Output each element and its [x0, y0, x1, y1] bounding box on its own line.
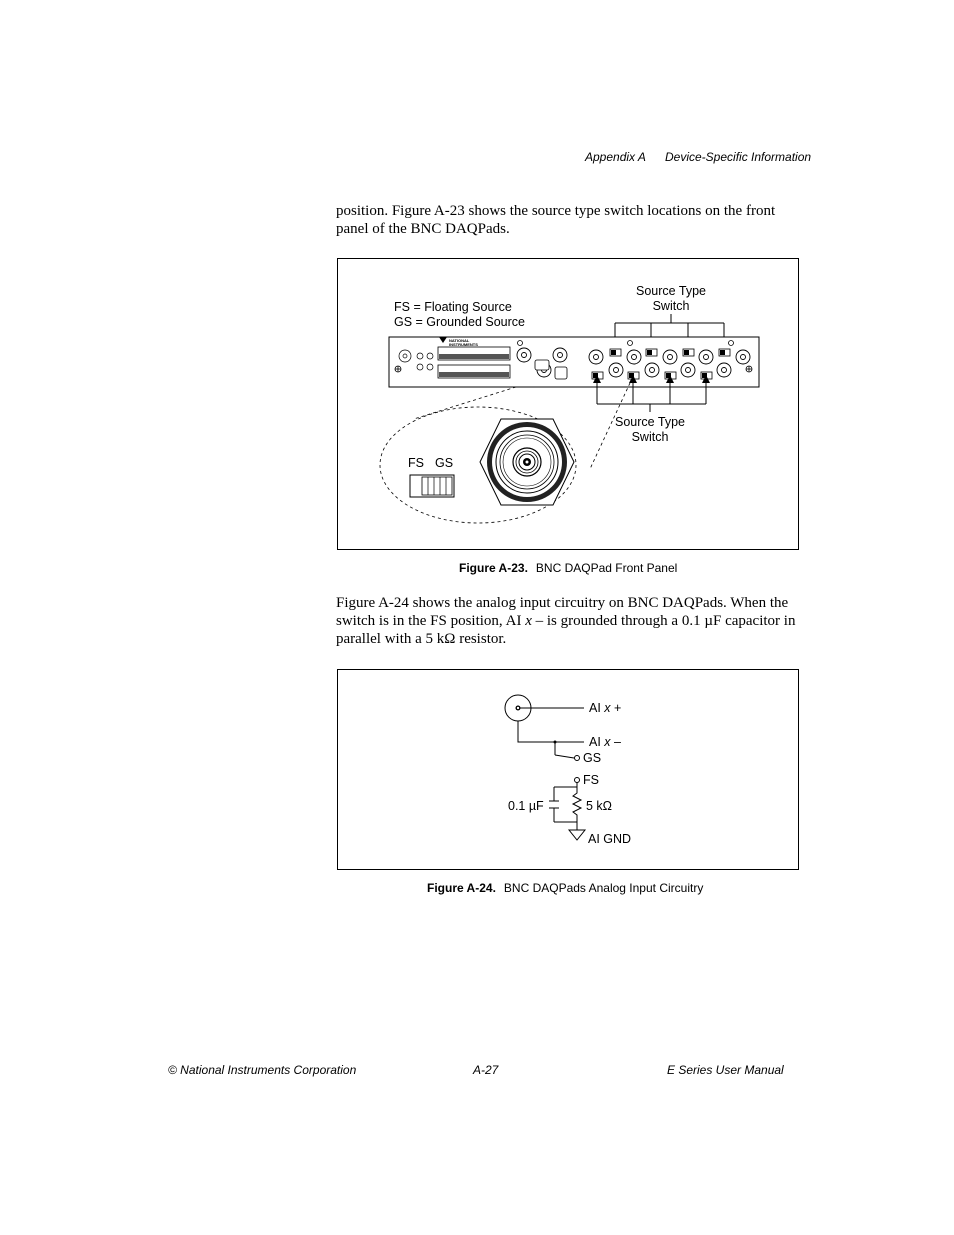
figure-a24 — [337, 669, 799, 870]
figure-a24-number: Figure A-24. — [427, 881, 496, 895]
header-section: Appendix A — [585, 150, 646, 164]
paragraph-2: Figure A-24 shows the analog input circuitry on BNC DAQPads. When the switch is in the FS position, AI x – is grounded through a 0.1 µF capacitor in parallel with a 5 kΩ resistor. — [336, 595, 796, 647]
ai-plus-label: AI x + — [589, 701, 622, 715]
figure-a24-caption — [427, 881, 703, 895]
header-title: Device-Specific Information — [665, 150, 812, 164]
svg-text:NATIONAL: NATIONAL — [449, 338, 470, 343]
figure-a23 — [337, 258, 799, 550]
top-bracket — [615, 314, 724, 339]
figure-a23-number: Figure A-23. — [459, 561, 528, 575]
switch-label-bottom-1: Source Type — [615, 415, 685, 429]
fs-label: FS — [583, 773, 599, 787]
switch-label-bottom-2: Switch — [631, 430, 669, 444]
footer-right: E Series User Manual — [667, 1063, 784, 1077]
front-panel-diagram — [338, 259, 800, 551]
gs-label: GS — [583, 751, 602, 765]
detail-fs-label: FS — [408, 456, 424, 470]
switch-label-top-2: Switch — [652, 299, 690, 313]
switch-label-top-1: Source Type — [636, 284, 706, 298]
capacitor-label: 0.1 µF — [508, 799, 544, 813]
detail-bnc-connector — [480, 419, 574, 505]
footer-left: © National Instruments Corporation — [168, 1063, 357, 1077]
figure-a23-caption — [459, 561, 677, 575]
analog-input-circuit — [338, 670, 800, 871]
footer-page-number: A-27 — [473, 1063, 499, 1077]
detail-switch — [408, 456, 454, 497]
figure-a24-title: BNC DAQPads Analog Input Circuitry — [503, 881, 704, 895]
ground-symbol — [569, 830, 585, 840]
svg-text:INSTRUMENTS: INSTRUMENTS — [449, 342, 478, 347]
figure-a23-title: BNC DAQPad Front Panel — [535, 561, 678, 575]
ai-gnd-label: AI GND — [588, 832, 632, 846]
legend-gs: GS = Grounded Source — [394, 315, 525, 329]
paragraph-1: position. Figure A-23 shows the source type switch locations on the front panel of the BNC DAQPads. — [336, 203, 776, 237]
resistor-label: 5 kΩ — [586, 799, 613, 813]
resistor — [573, 787, 581, 822]
ai-minus-label: AI x – — [589, 735, 621, 749]
legend-fs: FS = Floating Source — [394, 300, 512, 314]
terminal-block-top — [438, 347, 510, 360]
terminal-block-bottom — [438, 365, 510, 378]
detail-gs-label: GS — [435, 456, 454, 470]
